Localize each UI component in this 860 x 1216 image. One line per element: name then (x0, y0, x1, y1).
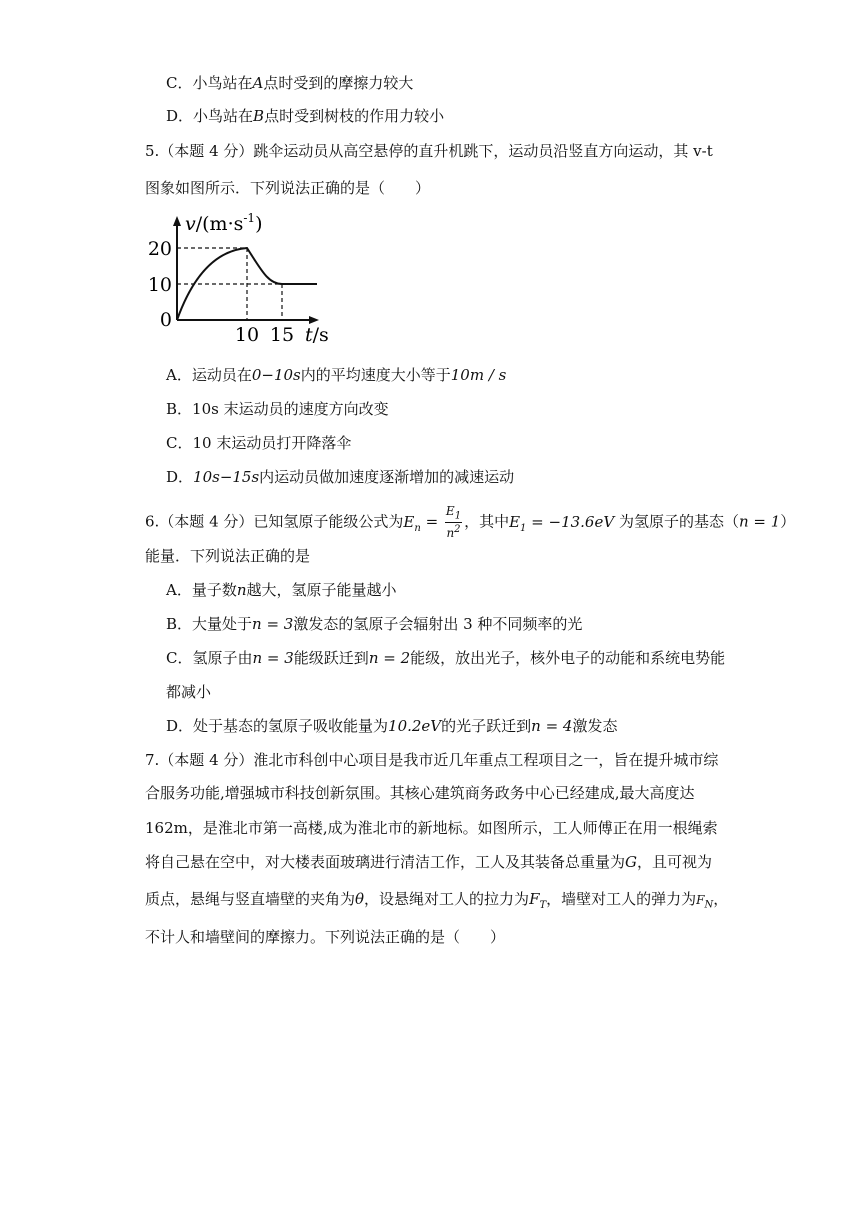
q5-option-d-tail: 内运动员做加速度逐渐增加的减速运动 (259, 468, 515, 486)
math-n3: n = 3 (252, 615, 294, 633)
math-n2: n = 2 (368, 649, 411, 667)
q6-stem-line2: 能量．下列说法正确的是 (145, 547, 311, 565)
q7-stem-line2: 合服务功能,增强城市科技创新氛围。其核心建筑商务政务中心已经建成,最大高度达 (145, 784, 695, 802)
y-axis-label: $v/(m\cdot s^{-1})$ (185, 211, 263, 235)
q6-option-c-line2: 都减小 (166, 683, 212, 701)
q6-option-d-text: D．处于基态的氢原子吸收能量为 (166, 717, 389, 735)
q7-line5-end: ， (713, 890, 729, 908)
var-theta: θ (355, 890, 365, 908)
q4-option-d-text: D．小鸟站在 (166, 107, 254, 125)
q6-stem-line1: 6.（本题 4 分）已知氢原子能级公式为$E_n$ = $\frac{E_1}{n^2}$ ，其中$E_1 = -13.6eV$ 为氢原子的基态（n = 1） (145, 504, 796, 541)
q6-stem-text: 6.（本题 4 分）已知氢原子能级公式为 (145, 512, 404, 531)
q5-stem-line1: 5.（本题 4 分）跳伞运动员从高空悬停的直升机跳下，运动员沿竖直方向运动，其 v-t (145, 142, 713, 160)
q7-line5-mid2: ，墙壁对工人的弹力为 (546, 890, 697, 908)
q5-option-a-mid: 内的平均速度大小等于 (300, 366, 451, 384)
formula-lhs: $E_n$ (403, 512, 421, 534)
q6-option-c-text: C．氢原子由 (166, 649, 253, 667)
q6-option-b-tail: 激发态的氢原子会辐射出 3 种不同频率的光 (293, 615, 583, 633)
x-axis-label: t/s (305, 324, 329, 346)
q7-stem-line3: 162m，是淮北市第一高楼,成为淮北市的新地标。如图所示，工人师傅正在用一根绳索 (145, 819, 718, 837)
tick-label: 15 (269, 324, 295, 346)
var-a: A (252, 74, 264, 92)
var-n: n (236, 581, 247, 599)
math-interval: 0−10s (251, 366, 301, 384)
q4-option-c-tail: 点时受到的摩擦力较大 (263, 74, 414, 92)
tick-label: 20 (147, 238, 172, 260)
tick-label: 10 (234, 324, 260, 346)
q6-option-c-tail: 能级，放出光子，核外电子的动能和系统电势能 (410, 649, 726, 667)
math-n1: n = 1 (738, 512, 781, 531)
q5-option-b: B．10s 末运动员的速度方向改变 (166, 400, 389, 418)
q7-stem-line6: 不计人和墙壁间的摩擦力。下列说法正确的是（ ） (145, 928, 506, 946)
formula-fraction: $\frac{E_1}{n^2}$ (445, 504, 462, 541)
math-energy: 10.2eV (388, 717, 442, 735)
math-n4: n = 4 (531, 717, 573, 735)
q6-option-b (166, 614, 582, 634)
q7-line4-text: 将自己悬在空中，对大楼表面玻璃进行清洁工作，工人及其装备总重量为 (145, 853, 626, 871)
q4-option-c-text: C．小鸟站在 (166, 74, 253, 92)
q7-line4-tail: ，且可视为 (637, 853, 713, 871)
math-speed: 10m / s (450, 366, 507, 384)
q6-option-d-mid: 的光子跃迁到 (441, 717, 532, 735)
math-interval: 10s−15s (193, 468, 260, 486)
q6-option-a-tail: 越大，氢原子能量越小 (246, 581, 397, 599)
q7-stem-line1: 7.（本题 4 分）淮北市科创中心项目是我市近几年重点工程项目之一，旨在提升城市综 (145, 751, 719, 769)
ground-energy: $E_1 = -13.6eV$ (509, 512, 615, 534)
q6-option-a-text: A．量子数 (166, 581, 237, 599)
y-axis-arrow (173, 216, 181, 226)
q7-stem-line5 (145, 889, 728, 916)
vt-graph (145, 208, 345, 348)
math-n3: n = 3 (252, 649, 294, 667)
var-fn: $F_N$ (696, 893, 714, 911)
q6-option-d (166, 716, 617, 736)
q7-stem-line4 (145, 852, 712, 872)
q5-stem-line2: 图象如图所示．下列说法正确的是（ ） (145, 179, 431, 197)
var-b: B (253, 107, 265, 125)
q6-stem-mid: ，其中 (464, 512, 510, 531)
q6-stem-tail: 为氢原子的基态（ (618, 512, 739, 531)
tick-label: 10 (147, 274, 172, 296)
q4-option-d-tail: 点时受到树枝的作用力较小 (264, 107, 445, 125)
q6-option-c-mid: 能级跃迁到 (293, 649, 369, 667)
var-g: G (625, 853, 637, 871)
q5-option-c: C．10 末运动员打开降落伞 (166, 434, 352, 452)
q6-stem-end: ） (780, 512, 796, 531)
q6-option-a (166, 580, 397, 600)
q7-line5-text: 质点，悬绳与竖直墙壁的夹角为 (145, 890, 356, 908)
q4-option-c (166, 73, 413, 93)
q6-option-b-text: B．大量处于 (166, 615, 253, 633)
q5-option-a-text: A．运动员在 (166, 366, 252, 384)
q5-option-a (166, 365, 506, 385)
q6-option-c (166, 648, 725, 668)
q7-line5-mid: ，设悬绳对工人的拉力为 (364, 890, 530, 908)
tick-label: 0 (159, 309, 172, 331)
x-axis-arrow (309, 316, 319, 324)
q4-option-d (166, 106, 444, 126)
q5-option-d-text: D． (166, 468, 194, 486)
q6-option-d-tail: 激发态 (572, 717, 618, 735)
q5-option-d (166, 467, 514, 487)
var-ft: $F_T$ (529, 890, 547, 911)
